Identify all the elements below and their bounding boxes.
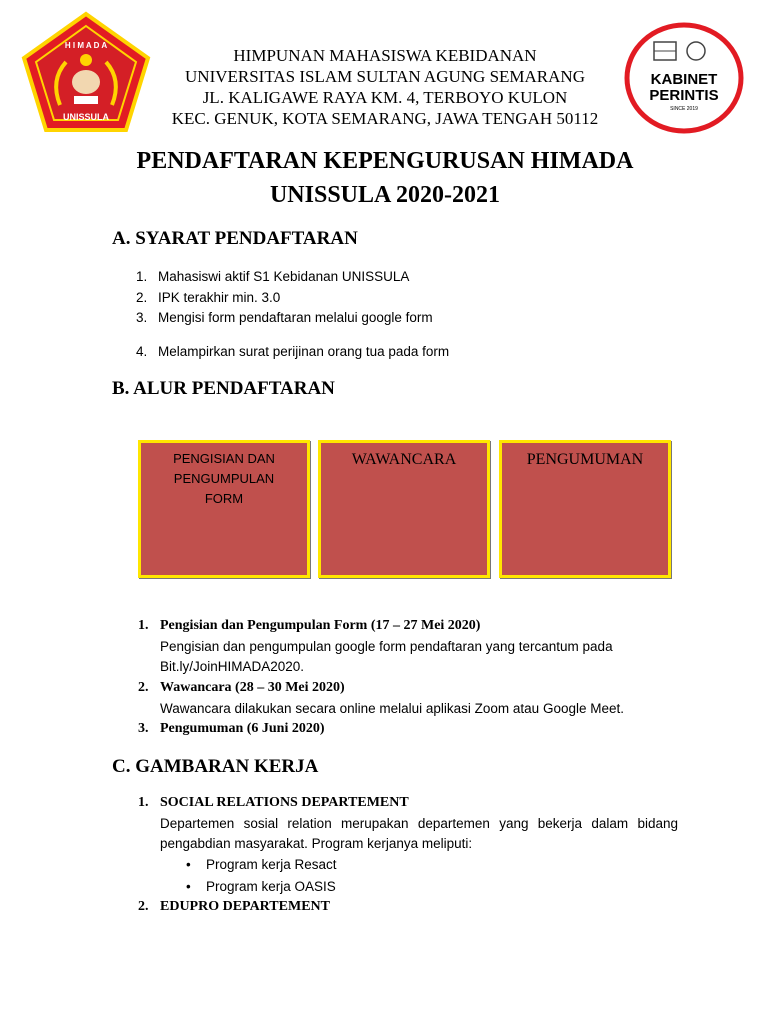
step-title: 1. Pengisian dan Pengumpulan Form (17 – 27 Mei 2020) — [138, 618, 481, 633]
section-b-heading: B. ALUR PENDAFTARAN — [112, 378, 335, 399]
requirement-item: 1. Mahasiswi aktif S1 Kebidanan UNISSULA — [136, 269, 410, 284]
step-title: 3. Pengumuman (6 Juni 2020) — [138, 721, 325, 736]
department-title: 1. SOCIAL RELATIONS DEPARTEMENT — [138, 795, 409, 810]
section-c-heading: C. GAMBARAN KERJA — [112, 756, 319, 777]
unissula-logo-text: UNISSULA — [62, 112, 110, 122]
section-a-heading: A. SYARAT PENDAFTARAN — [112, 228, 358, 249]
department-title: 2. EDUPRO DEPARTEMENT — [138, 899, 330, 914]
requirement-item: 3. Mengisi form pendaftaran melalui google form — [136, 310, 433, 325]
header-line-2: UNIVERSITAS ISLAM SULTAN AGUNG SEMARANG — [185, 67, 585, 86]
program-item: • Program kerja Resact — [186, 857, 337, 872]
himada-logo — [20, 10, 152, 134]
requirement-item: 4. Melampirkan surat perijinan orang tua pada form — [136, 344, 450, 359]
flow-box-form: PENGISIAN DAN PENGUMPULAN FORM — [138, 440, 310, 578]
step-desc: Bit.ly/JoinHIMADA2020. — [160, 659, 305, 674]
page-title-line-1: PENDAFTARAN KEPENGURUSAN HIMADA — [136, 148, 634, 174]
kabinet-text: KABINET — [650, 71, 718, 88]
himada-logo-text: H I M A D A — [64, 41, 108, 50]
flow-box-pengumuman: PENGUMUMAN — [499, 440, 671, 578]
kabinet-perintis-logo — [624, 22, 744, 134]
header-line-4: KEC. GENUK, KOTA SEMARANG, JAWA TENGAH 50112 — [171, 109, 599, 128]
flow-box-wawancara: WAWANCARA — [318, 440, 490, 578]
department-desc: pengabdian masyarakat. Program kerjanya meliputi: — [160, 836, 473, 851]
perintis-text: PERINTIS — [649, 87, 719, 104]
program-item: • Program kerja OASIS — [186, 879, 336, 894]
requirement-item: 2. IPK terakhir min. 3.0 — [136, 290, 281, 305]
header-line-3: JL. KALIGAWE RAYA KM. 4, TERBOYO KULON — [202, 88, 568, 107]
department-desc: Departemen sosial relation merupakan departemen yang bekerja dalam bidang — [160, 816, 678, 831]
step-desc: Pengisian dan pengumpulan google form pendaftaran yang tercantum pada — [160, 639, 613, 654]
page-title-line-2: UNISSULA 2020-2021 — [269, 182, 501, 208]
since-text: SINCE 2019 — [670, 106, 698, 112]
step-title: 2. Wawancara (28 – 30 Mei 2020) — [138, 680, 345, 695]
step-desc: Wawancara dilakukan secara online melalui aplikasi Zoom atau Google Meet. — [160, 701, 624, 716]
header-line-1: HIMPUNAN MAHASISWA KEBIDANAN — [233, 46, 537, 65]
